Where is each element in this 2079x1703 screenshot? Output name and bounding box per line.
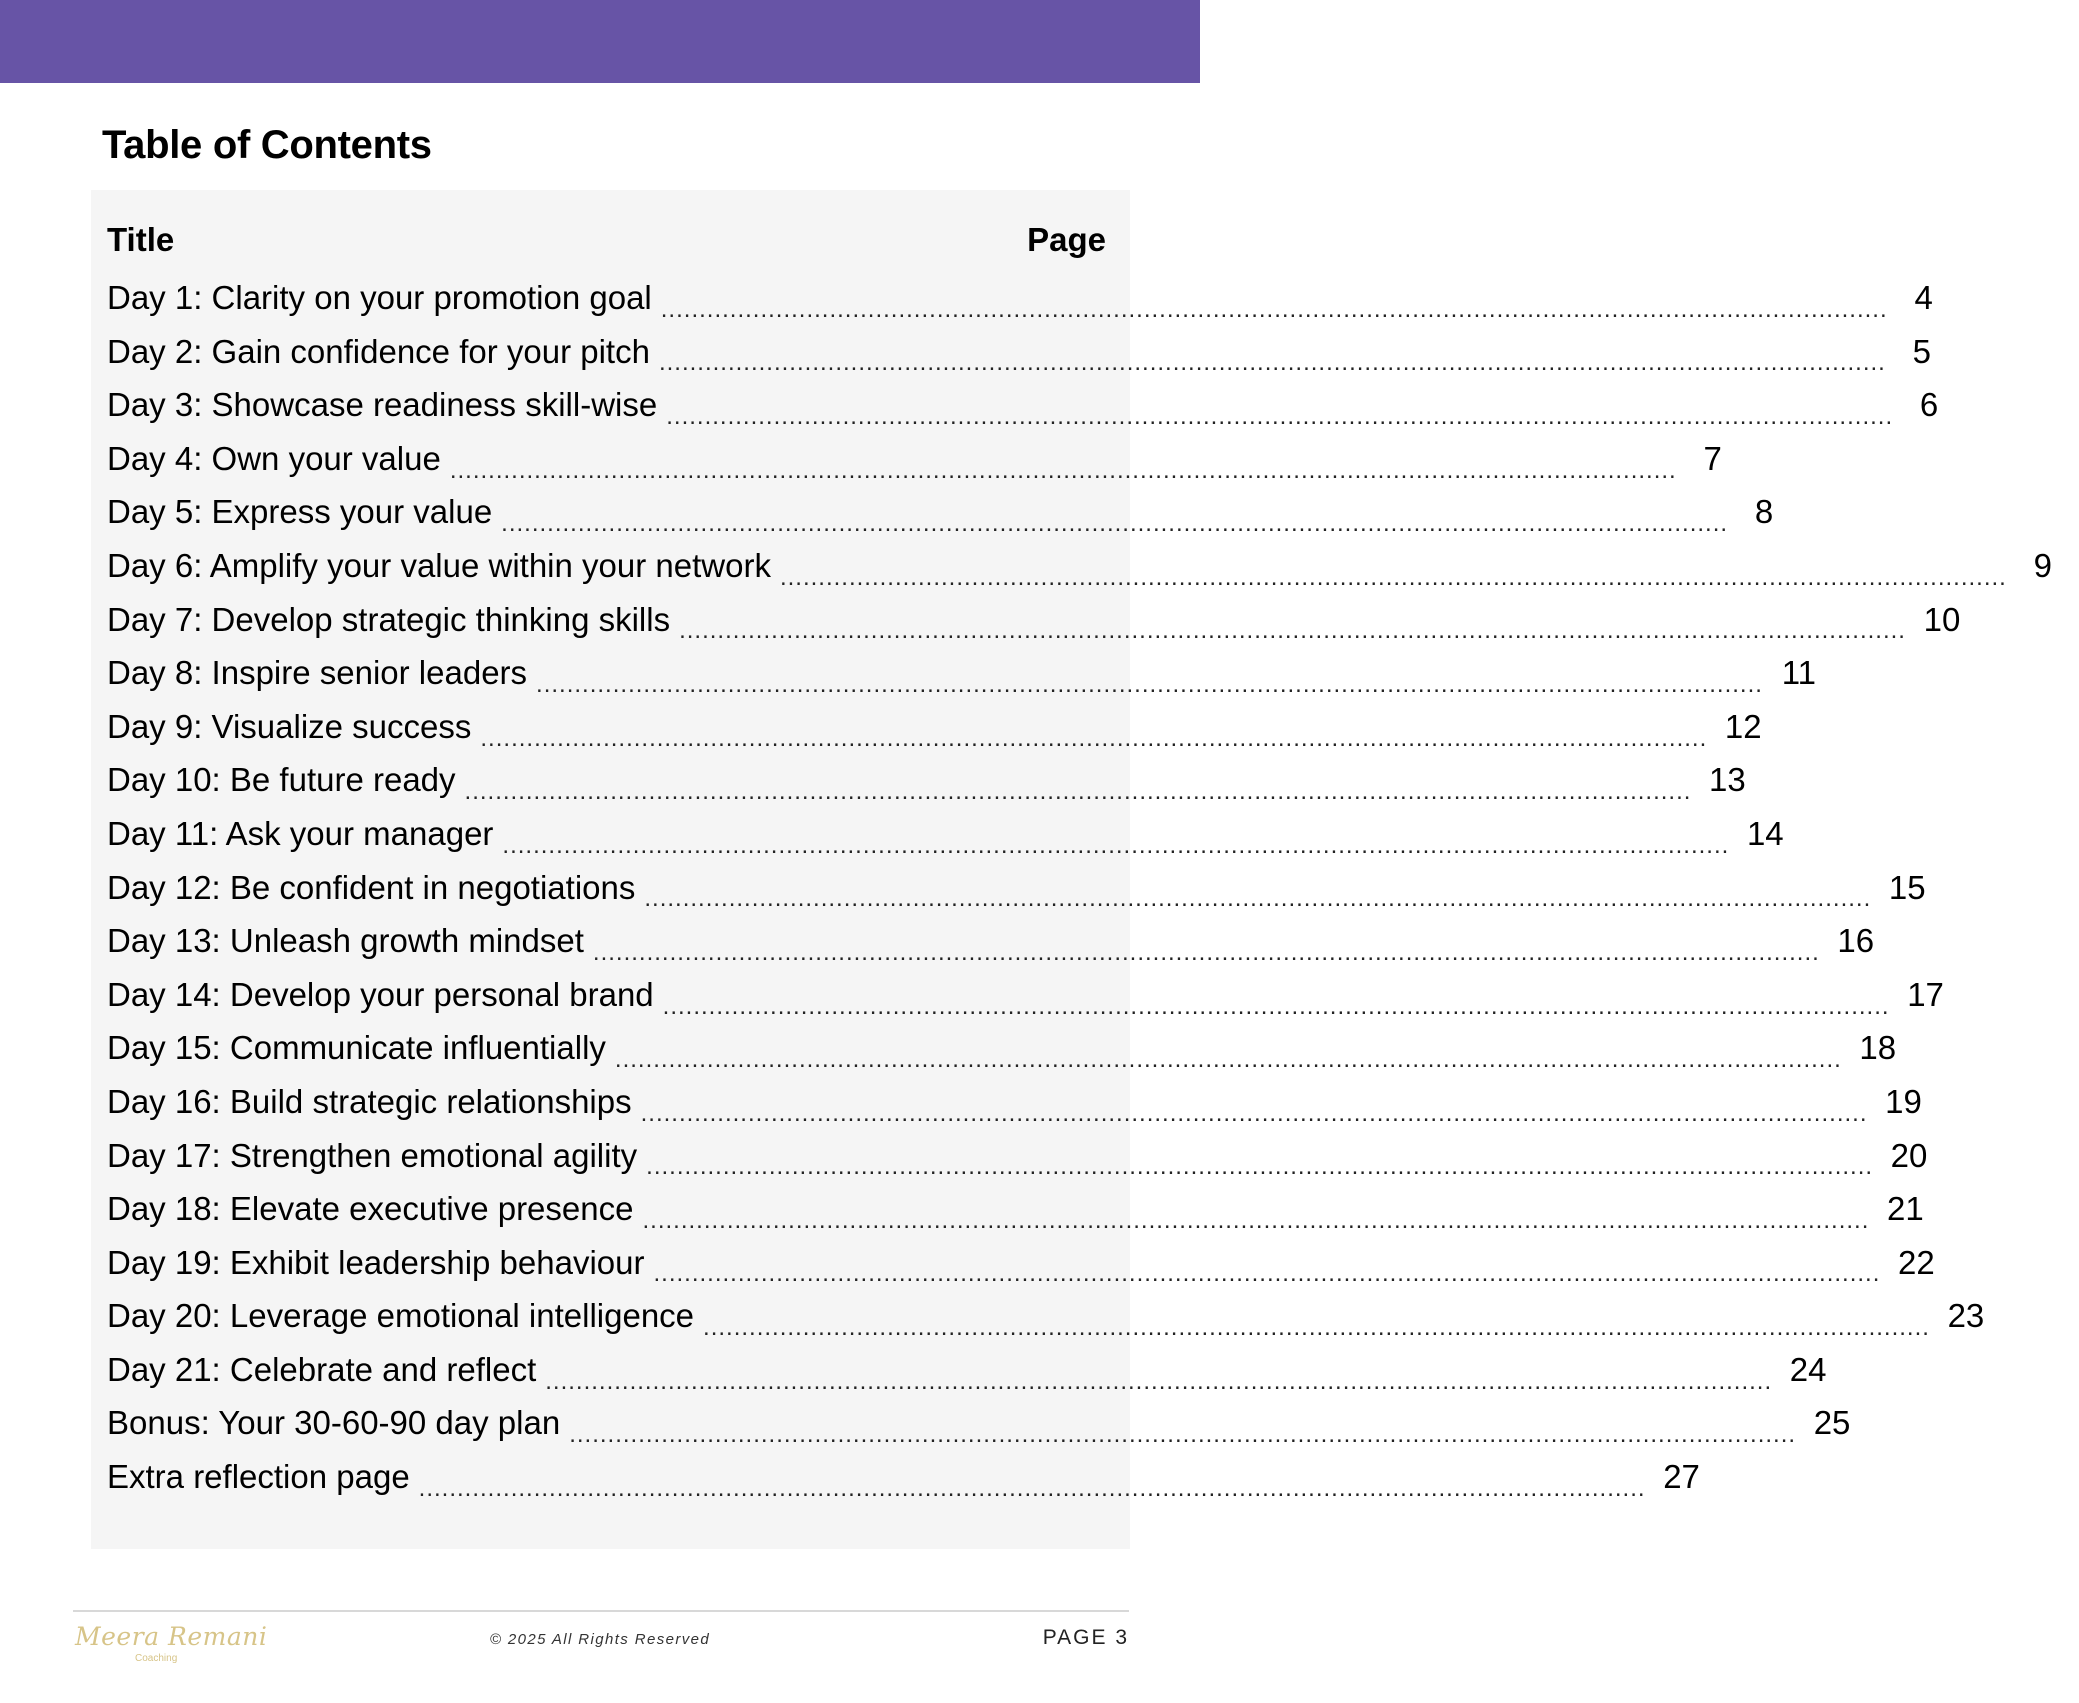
toc-entry[interactable] bbox=[107, 593, 1961, 647]
dot-leader: ................................................................................................................................................................ bbox=[501, 510, 1729, 538]
dot-leader: ................................................................................................................................................................ bbox=[569, 1421, 1797, 1449]
toc-entry-page: 22 bbox=[1898, 1243, 1935, 1281]
toc-entry[interactable] bbox=[107, 1236, 1935, 1290]
toc-entry[interactable] bbox=[107, 432, 1722, 486]
toc-entry[interactable] bbox=[107, 325, 1931, 379]
toc-entry-page: 9 bbox=[2033, 546, 2052, 584]
dot-leader: ................................................................................................................................................................ bbox=[418, 1474, 1646, 1502]
toc-entry[interactable] bbox=[107, 1343, 1827, 1397]
dot-leader: ................................................................................................................................................................ bbox=[614, 1046, 1842, 1074]
logo-name: Meera Remani bbox=[75, 1622, 268, 1651]
toc-entry[interactable] bbox=[107, 646, 1817, 700]
dot-leader: ................................................................................................................................................................ bbox=[658, 349, 1886, 377]
toc-header bbox=[107, 216, 1106, 264]
toc-entry-title: Bonus: Your 30-60-90 day plan bbox=[107, 1404, 561, 1442]
copyright-notice: © 2025 All Rights Reserved bbox=[489, 1631, 711, 1648]
toc-entry-title: Day 17: Strengthen emotional agility bbox=[107, 1136, 638, 1174]
toc-entry-title: Day 15: Communicate influentially bbox=[107, 1029, 606, 1067]
dot-leader: ................................................................................................................................................................ bbox=[640, 1099, 1868, 1127]
toc-entry-page: 7 bbox=[1703, 439, 1722, 477]
toc-entry[interactable] bbox=[107, 271, 1933, 325]
toc-entry-page: 5 bbox=[1912, 332, 1931, 370]
toc-entry-title: Day 13: Unleash growth mindset bbox=[107, 922, 584, 960]
logo-subtitle: Coaching bbox=[135, 1653, 178, 1664]
toc-entry-page: 14 bbox=[1746, 814, 1784, 852]
toc-entry-page: 20 bbox=[1890, 1136, 1928, 1174]
toc-entry[interactable] bbox=[107, 1182, 1924, 1236]
toc-entry-page: 16 bbox=[1837, 922, 1875, 960]
toc-entry[interactable] bbox=[107, 539, 2052, 593]
toc-entry-page: 19 bbox=[1885, 1082, 1922, 1120]
header-bar bbox=[0, 0, 1200, 83]
toc-entry[interactable] bbox=[107, 968, 1944, 1022]
toc-entry-page: 15 bbox=[1888, 868, 1926, 906]
toc-entry-title: Day 4: Own your value bbox=[107, 439, 441, 477]
toc-entry-page: 4 bbox=[1914, 279, 1933, 316]
dot-leader: ................................................................................................................................................................ bbox=[679, 617, 1906, 645]
dot-leader: ................................................................................................................................................................ bbox=[644, 885, 1872, 913]
toc-entry[interactable] bbox=[107, 378, 1939, 432]
toc-entry-page: 13 bbox=[1709, 761, 1746, 799]
dot-leader: ................................................................................................................................................................ bbox=[502, 831, 1730, 859]
dot-leader: ................................................................................................................................................................ bbox=[464, 778, 1692, 806]
toc-entry-page: 27 bbox=[1663, 1458, 1700, 1496]
toc-entry-title: Day 3: Showcase readiness skill-wise bbox=[107, 386, 658, 424]
dot-leader: ................................................................................................................................................................ bbox=[662, 992, 1890, 1020]
dot-leader: ................................................................................................................................................................ bbox=[653, 1260, 1881, 1288]
dot-leader: ................................................................................................................................................................ bbox=[480, 724, 1708, 752]
toc-entry-title: Day 7: Develop strategic thinking skills bbox=[107, 600, 671, 638]
toc-entry-title: Day 5: Express your value bbox=[107, 493, 493, 531]
toc-entry-page: 17 bbox=[1907, 975, 1944, 1013]
toc-entry[interactable] bbox=[107, 700, 1762, 754]
toc-entry-title: Day 1: Clarity on your promotion goal bbox=[107, 279, 652, 316]
page-number: PAGE 3 bbox=[1042, 1626, 1129, 1649]
toc-entry-title: Day 19: Exhibit leadership behaviour bbox=[107, 1243, 645, 1281]
dot-leader: ................................................................................................................................................................ bbox=[642, 1206, 1870, 1234]
toc-entry-title: Day 9: Visualize success bbox=[107, 707, 472, 745]
toc-entry-page: 25 bbox=[1813, 1404, 1851, 1442]
toc-entry-title: Day 8: Inspire senior leaders bbox=[107, 654, 528, 692]
toc-entry[interactable] bbox=[107, 807, 1784, 861]
footer-divider bbox=[73, 1610, 1129, 1612]
toc-entry[interactable] bbox=[107, 1129, 1928, 1183]
toc-entry-title: Day 16: Build strategic relationships bbox=[107, 1082, 632, 1120]
toc-entry-page: 6 bbox=[1919, 386, 1939, 424]
dot-leader: ................................................................................................................................................................ bbox=[779, 563, 2007, 591]
toc-panel bbox=[91, 190, 2052, 1549]
toc-entry-page: 18 bbox=[1859, 1029, 1897, 1067]
toc-entry-title: Day 20: Leverage emotional intelligence bbox=[107, 1297, 695, 1335]
page-title: Table of Contents bbox=[102, 123, 432, 167]
toc-list bbox=[107, 271, 2052, 1504]
toc-entry-title: Day 6: Amplify your value within your network bbox=[107, 546, 771, 584]
toc-entry[interactable] bbox=[107, 1075, 1922, 1129]
dot-leader: ................................................................................................................................................................ bbox=[592, 938, 1820, 966]
toc-entry[interactable] bbox=[107, 1289, 1985, 1343]
dot-leader: ................................................................................................................................................................ bbox=[703, 1314, 1930, 1342]
dot-leader: ................................................................................................................................................................ bbox=[660, 295, 1888, 323]
toc-entry[interactable] bbox=[107, 1450, 1700, 1504]
toc-entry[interactable] bbox=[107, 485, 1774, 539]
toc-entry-page: 24 bbox=[1789, 1350, 1827, 1388]
toc-entry-page: 11 bbox=[1781, 654, 1817, 692]
toc-entry-title: Day 21: Celebrate and reflect bbox=[107, 1350, 537, 1388]
toc-entry[interactable] bbox=[107, 914, 1875, 968]
dot-leader: ................................................................................................................................................................ bbox=[449, 456, 1677, 484]
dot-leader: ................................................................................................................................................................ bbox=[666, 402, 1894, 430]
toc-entry[interactable] bbox=[107, 1021, 1897, 1075]
toc-entry-title: Day 10: Be future ready bbox=[107, 761, 456, 799]
toc-entry-title: Day 18: Elevate executive presence bbox=[107, 1190, 634, 1228]
toc-entry-page: 8 bbox=[1754, 493, 1774, 531]
toc-entry-title: Extra reflection page bbox=[107, 1458, 410, 1496]
toc-entry-page: 12 bbox=[1724, 707, 1762, 745]
toc-entry-page: 23 bbox=[1947, 1297, 1985, 1335]
toc-header-page: Page bbox=[1027, 221, 1106, 258]
toc-entry-page: 10 bbox=[1923, 600, 1961, 638]
toc-entry-title: Day 12: Be confident in negotiations bbox=[107, 868, 636, 906]
toc-entry-title: Day 11: Ask your manager bbox=[107, 814, 494, 852]
toc-header-title: Title bbox=[107, 221, 175, 258]
toc-entry[interactable] bbox=[107, 753, 1746, 807]
dot-leader: ................................................................................................................................................................ bbox=[545, 1367, 1773, 1395]
toc-entry-title: Day 14: Develop your personal brand bbox=[107, 975, 654, 1013]
toc-entry-page: 21 bbox=[1887, 1190, 1924, 1228]
dot-leader: ................................................................................................................................................................ bbox=[536, 670, 1763, 698]
toc-entry-title: Day 2: Gain confidence for your pitch bbox=[107, 332, 650, 370]
dot-leader: ................................................................................................................................................................ bbox=[646, 1153, 1874, 1181]
toc-entry[interactable] bbox=[107, 861, 1926, 915]
toc-entry[interactable] bbox=[107, 1396, 1851, 1450]
